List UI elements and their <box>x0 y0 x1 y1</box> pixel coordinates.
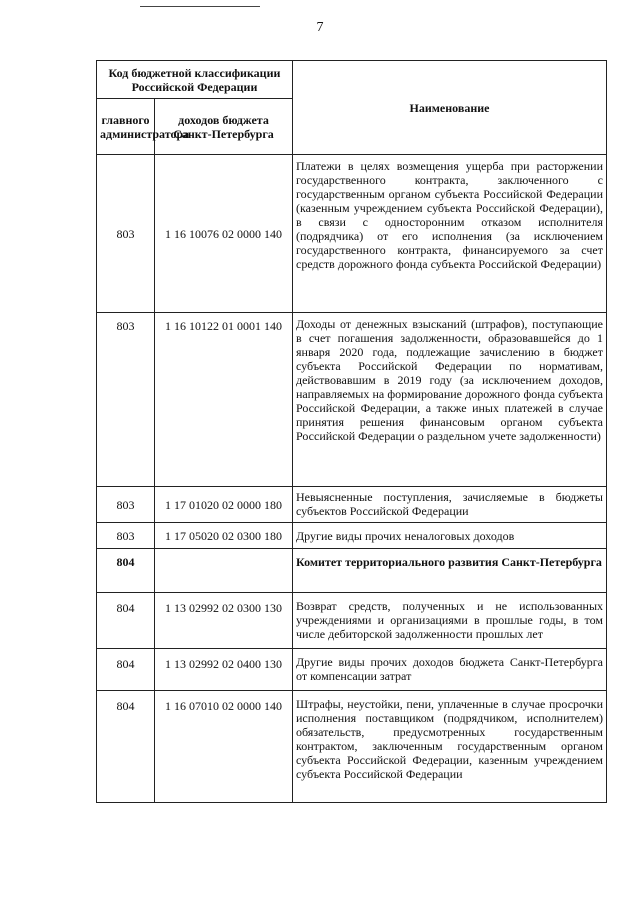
table-row <box>97 523 607 549</box>
admin-code-cell: 803 <box>97 155 155 313</box>
income-code-cell: 1 13 02992 02 0300 130 <box>155 593 293 649</box>
admin-code-cell: 804 <box>97 649 155 691</box>
name-cell: Невыясненные поступления, зачисляемые в бюджеты субъектов Российской Федерации <box>293 487 607 523</box>
table-row-section-header <box>97 549 607 593</box>
income-code-cell: 1 17 01020 02 0000 180 <box>155 487 293 523</box>
admin-code-cell: 804 <box>97 593 155 649</box>
income-code-cell: 1 17 05020 02 0300 180 <box>155 523 293 549</box>
income-code-cell <box>155 549 293 593</box>
name-cell: Другие виды прочих неналоговых доходов <box>293 523 607 549</box>
header-chief-administrator: главного администратора <box>97 99 155 155</box>
header-spb-budget-income: доходов бюджета Санкт-Петербурга <box>155 99 293 155</box>
table-row <box>97 691 607 803</box>
budget-classification-table <box>96 60 607 803</box>
admin-code-cell: 803 <box>97 487 155 523</box>
admin-code-cell: 803 <box>97 313 155 487</box>
table-row <box>97 593 607 649</box>
header-name: Наименование <box>293 61 607 155</box>
table-row <box>97 155 607 313</box>
income-code-cell: 1 16 10122 01 0001 140 <box>155 313 293 487</box>
name-cell: Возврат средств, полученных и не использованных учреждениями и организациями в прошлые годы, в том числе дебиторской задолженности прошлых лет <box>293 593 607 649</box>
admin-code-cell: 804 <box>97 549 155 593</box>
income-code-cell: 1 16 10076 02 0000 140 <box>155 155 293 313</box>
income-code-cell: 1 13 02992 02 0400 130 <box>155 649 293 691</box>
name-cell: Комитет территориального развития Санкт-Петербурга <box>293 549 607 593</box>
top-rule <box>140 6 260 7</box>
header-classification-code: Код бюджетной классификации Российской Федерации <box>97 61 293 99</box>
name-cell: Платежи в целях возмещения ущерба при расторжении государственного контракта, заключенного с государственным органом субъекта Российской Федерации (казенным учреждением субъекта Российской Федерации), в связи с односторонним отказом исполнителя (подрядчика) от его исполнения (за исключением государственного контракта, финансируемого за счет средств дорожного фонда субъекта Российской Федерации) <box>293 155 607 313</box>
name-cell: Доходы от денежных взысканий (штрафов), поступающие в счет погашения задолженности, образовавшейся до 1 января 2020 года, подлежащие зачислению в бюджет субъекта Российской Федерации по нормативам, действовавшим в 2019 году (за исключением доходов, направляемых на формирование дорожного фонда субъекта Российской Федерации, а также иных платежей в случае принятия решения финансовым органом субъекта Российской Федерации о раздельном учете задолженности) <box>293 313 607 487</box>
table-row <box>97 487 607 523</box>
table-row <box>97 649 607 691</box>
admin-code-cell: 803 <box>97 523 155 549</box>
name-cell: Штрафы, неустойки, пени, уплаченные в случае просрочки исполнения поставщиком (подрядчиком, исполнителем) обязательств, предусмотренных государственным контрактом, заключенным государственным органом субъекта Российской Федерации, казенным учреждением субъекта Российской Федерации <box>293 691 607 803</box>
income-code-cell: 1 16 07010 02 0000 140 <box>155 691 293 803</box>
table-row <box>97 313 607 487</box>
page-number: 7 <box>316 20 324 35</box>
name-cell: Другие виды прочих доходов бюджета Санкт-Петербурга от компенсации затрат <box>293 649 607 691</box>
admin-code-cell: 804 <box>97 691 155 803</box>
